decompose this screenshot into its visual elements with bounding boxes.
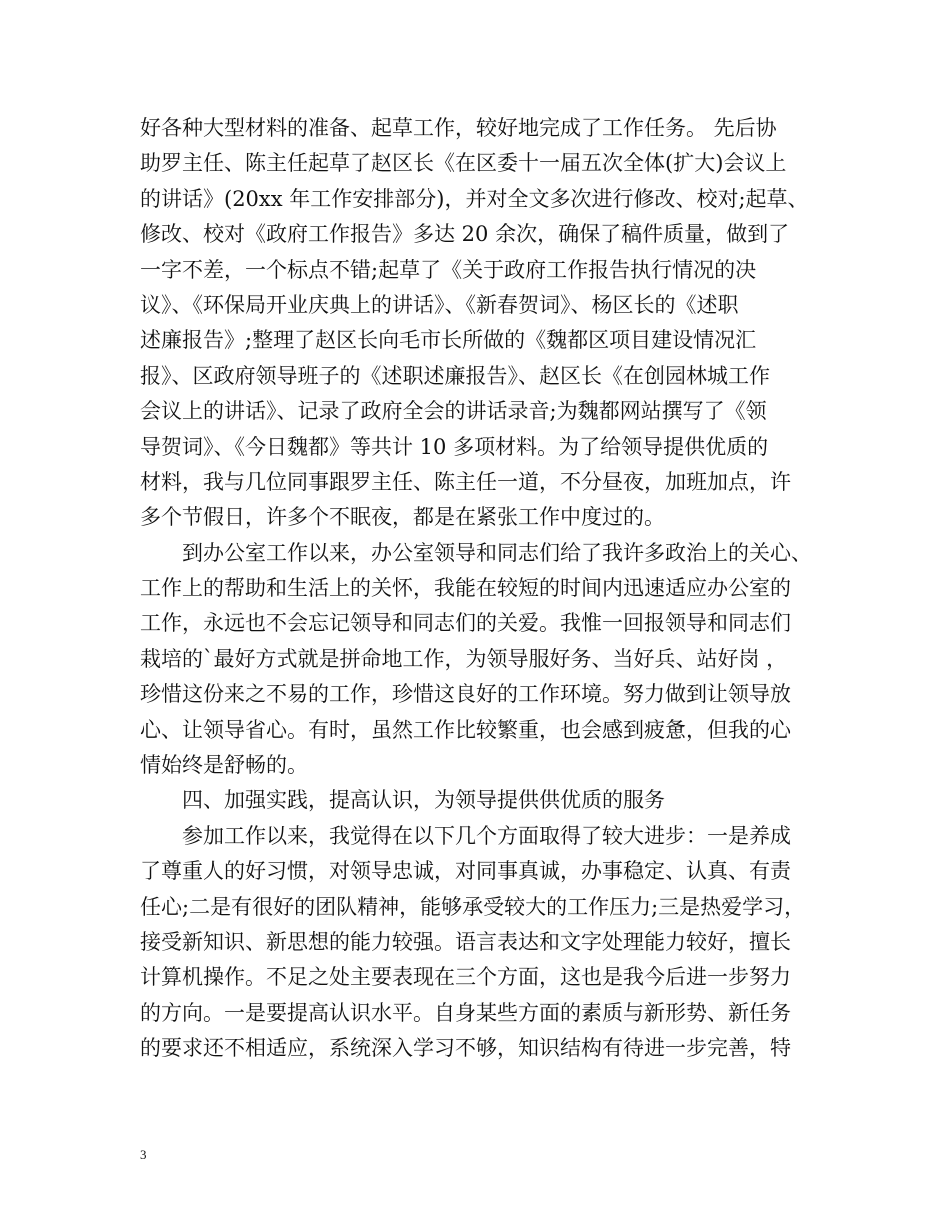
text-line: 接受新知识、新思想的能力较强。语言表达和文字处理能力较好，擅长: [140, 929, 791, 954]
text-line: 工作上的帮助和生活上的关怀，我能在较短的时间内迅速适应办公室的: [140, 576, 791, 601]
text-line: 多个节假日，许多个不眠夜，都是在紧张工作中度过的。: [140, 505, 665, 530]
text-line: 的讲话》(20xx 年工作安排部分)，并对全文多次进行修改、校对;起草、: [140, 186, 809, 211]
page-number: 3: [140, 1147, 147, 1162]
text-line: 参加工作以来，我觉得在以下几个方面取得了较大进步：一是养成: [140, 823, 791, 848]
text-line: 的方向。一是要提高认识水平。自身某些方面的素质与新形势、新任务: [140, 1000, 791, 1025]
text-line: 报》、区政府领导班子的《述职述廉报告》、赵区长《在创园林城工作: [140, 363, 770, 388]
text-line: 四、加强实践，提高认识，为领导提供供优质的服务: [140, 788, 665, 813]
text-line: 导贺词》、《今日魏都》等共计 10 多项材料。为了给领导提供优质的: [140, 434, 769, 459]
text-line: 议》、《环保局开业庆典上的讲话》、《新春贺词》、杨区长的《述职: [140, 292, 739, 317]
text-line: 述廉报告》;整理了赵区长向毛市长所做的《魏都区项目建设情况汇: [140, 328, 757, 353]
text-line: 好各种大型材料的准备、起草工作，较好地完成了工作任务。 先后协: [140, 116, 777, 140]
text-line: 计算机操作。不足之处主要表现在三个方面，这也是我今后进一步努力: [140, 965, 791, 990]
text-line: 情始终是舒畅的。: [140, 753, 308, 778]
text-line: 任心;二是有很好的团队精神，能够承受较大的工作压力;三是热爱学习，: [140, 894, 806, 919]
text-line: 心、让领导省心。有时，虽然工作比较繁重，也会感到疲惫，但我的心: [140, 717, 791, 742]
text-line: 工作，永远也不会忘记领导和同志们的关爱。我惟一回报领导和同志们: [140, 611, 791, 636]
document-body: [140, 111, 830, 1067]
text-line: 珍惜这份来之不易的工作，珍惜这良好的工作环境。努力做到让领导放: [140, 682, 791, 707]
text-line: 到办公室工作以来，办公室领导和同志们给了我许多政治上的关心、: [140, 540, 812, 565]
text-line: 一字不差，一个标点不错;起草了《关于政府工作报告执行情况的决: [140, 257, 757, 282]
text-line: 的要求还不相适应，系统深入学习不够，知识结构有待进一步完善，特: [140, 1036, 791, 1061]
text-line: 助罗主任、陈主任起草了赵区长《在区委十一届五次全体(扩大)会议上: [140, 151, 787, 176]
text-line: 会议上的讲话》、记录了政府全会的讲话录音;为魏都网站撰写了《领: [140, 399, 767, 424]
text-line: 栽培的`最好方式就是拼命地工作，为领导服好务、当好兵、站好岗 ，: [140, 646, 788, 671]
text-line: 材料，我与几位同事跟罗主任、陈主任一道，不分昼夜，加班加点，许: [140, 469, 791, 494]
text-line: 了尊重人的好习惯，对领导忠诚，对同事真诚，办事稳定、认真、有责: [140, 859, 791, 884]
text-line: 修改、校对《政府工作报告》多达 20 余次，确保了稿件质量，做到了: [140, 222, 790, 247]
